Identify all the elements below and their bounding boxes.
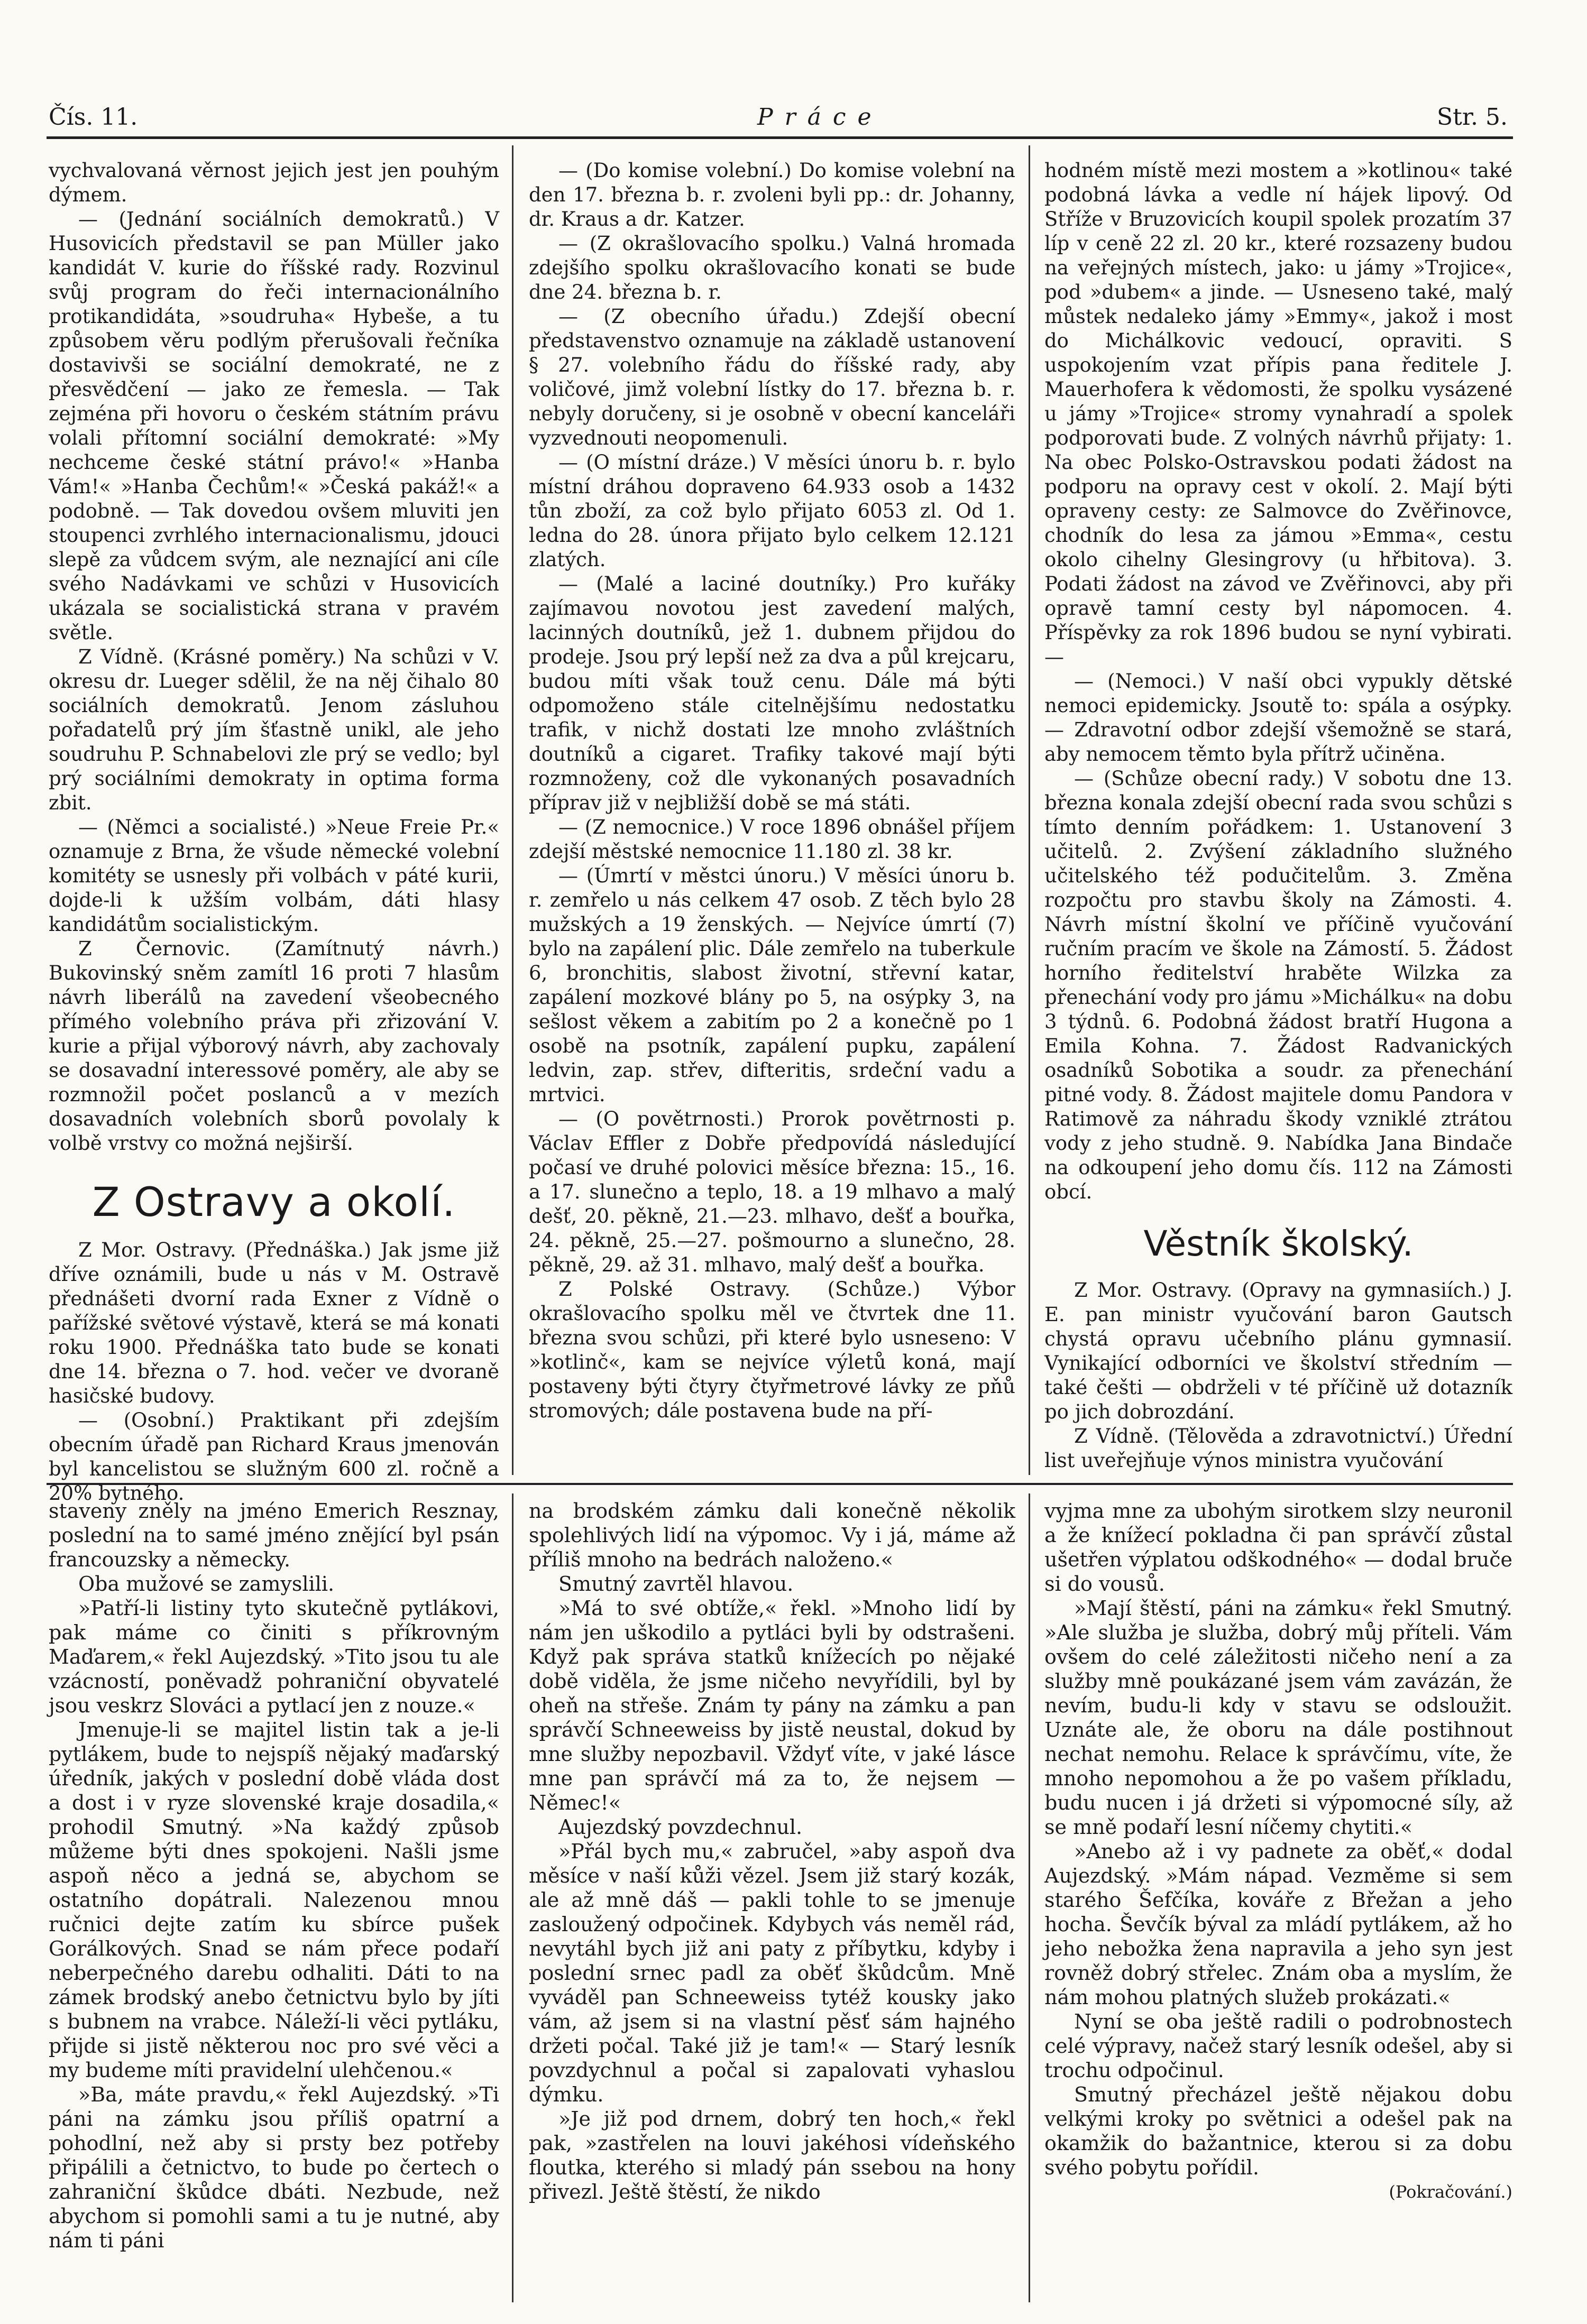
paragraph: Z Mor. Ostravy. (Přednáška.) Jak jsme již dříve oznámili, bude u nás v M. Ostravě přednášeti dvorní rada Exner z Vídně o pařížské světové výstavě, která se má konati roku 1900. Přednáška tato bude se konati dne 14. března o 7. hod. večer ve dvoraně hasičské budovy. — [49, 1239, 499, 1407]
paragraph: vychvalovaná věrnost jejich jest jen pouhým dýmem. — [49, 159, 499, 206]
issue-number: Čís. 11. — [49, 104, 138, 131]
paragraph: »Ba, máte pravdu,« řekl Aujezdský. »Ti páni na zámku jsou příliš opatrní a pohodlní, než aby si prsty bez potřeby připálili a četnictvo, to bude po čertech o zahraniční škůdce dbáti. Nezbude, než abychom si pomohli sami a tu je nutné, aby nám ti páni — [49, 2083, 499, 2252]
header-rule — [47, 136, 1513, 139]
paragraph: Jmenuje-li se majitel listin tak a je-li pytlákem, bude to nejspíš nějaký maďarský úředník, jakých v poslední době vláda dost a dost i v ryze slovenské kraje dosadila,« prohodil Smutný. »Na každý způsob můžeme býti dnes spokojeni. Našli jsme aspoň něco a jedná se, abychom se ostatního dopátrali. Nalezenou mnou ručnici dejte zatím ku sbírce pušek Gorálkových. Snad se nám přece podaří neberpečného darebu odhaliti. Dáti to na zámek brodský anebo četnictvu bylo by jíti s bubnem na vrabce. Náleží-li věci pytláku, přijde si jistě některou noc pro své věci a my budeme míti pravidelní ulehčenou.« — [49, 1718, 499, 2082]
paragraph: »Anebo až i vy padnete za oběť,« dodal Aujezdský. »Mám nápad. Vezměme si sem starého Šefčíka, kováře z Břežan a jeho hocha. Ševčík býval za mládí pytlákem, až ho jeho nebožka žena napravila a jeho syn jest rovněž dobrý střelec. Znám oba a myslím, že nám mohou platných služeb prokázati.« — [1044, 1840, 1512, 2009]
paragraph: »Patří-li listiny tyto skutečně pytlákovi, pak máme co činiti s příkrovným Maďarem,« řekl Aujezdský. »Tito jsou tu ale vzácností, poněvadž pohraniční obyvatelé jsou veskrz Slováci a pytlací jen z nouze.« — [49, 1597, 499, 1717]
newspaper-title: Práce — [757, 104, 883, 131]
paragraph: Oba mužové se zamyslili. — [78, 1572, 335, 1596]
paragraph: Z Černovic. (Zamítnutý návrh.) Bukovinský sněm zamítl 16 proti 7 hlasům návrh liberálů na zavedení všeobecného přímého volebního práva při zřizování V. kurie a přijal výborový návrh, aby zachovaly se dosavadní interessové poměry, ale aby se rozmnožil počet poslanců a v mezích dosavadních volebních sborů povolaly k volbě vrstvy co možná nejširší. — [49, 937, 499, 1155]
paragraph: Nyní se oba ještě radili o podrobnostech celé výpravy, načež starý lesník odešel, aby si trochu odpočinul. — [1044, 2010, 1512, 2082]
paragraph: — (Nemoci.) V naší obci vypukly dětské nemoci epidemicky. Jsoutě to: spála a osýpky. — Zdravotní odbor zdejší všemožně se stará, aby nemocem těmto byla přítrž učiněna. — [1044, 670, 1512, 766]
column-divider-3 — [512, 1493, 513, 2302]
paragraph: — (O místní dráze.) V měsíci únoru b. r. bylo místní dráhou dopraveno 64.933 osob a 1432 tůn zboží, za což bylo přijato 6053 zl. Od 1. ledna do 28. února přijato bylo celkem 12.121 zlatých. — [529, 451, 1015, 571]
paragraph: Smutný přecházel ještě nějakou dobu velkými kroky po světnici a odešel pak na okamžik do bažantnice, kterou si za dobu svého pobytu pořídil. — [1044, 2083, 1512, 2179]
column-divider-4 — [1029, 1493, 1030, 2302]
paragraph: Aujezdský povzdechnul. — [558, 1815, 803, 1839]
feuilleton-column-1 — [49, 1499, 499, 2302]
paragraph: Z Mor. Ostravy. (Opravy na gymnasiích.) J. E. pan ministr vyučování baron Gautsch chystá opravu učebního plánu gymnasií. Vynikající odborníci ve školství středním — také češti — obdrželi v té příčině už dotazník po jich dobrozdání. — [1044, 1279, 1512, 1423]
paragraph: — (Jednání sociálních demokratů.) V Husovicích představil se pan Müller jako kandidát V. kurie do říšské rady. Rozvinul svůj program do řeči internacionálního protikandidáta, »soudruha« Hybeše, a tu způsobem věru podlým přerušovali řečníka dostavivši se sociální demokraté, ne z přesvědčení — jako ze řemesla. — Tak zejména při hovoru o českém státním právu volali přítomní sociální demokraté: »My nechceme české státní právo!« »Hanba Vám!« »Hanba Čechům!« »Česká pakáž!« a podobně. — Tak dovedou ovšem mluviti jen stoupenci zvrhlého internacionalismu, jdouci slepě za vůdcem svým, ale neznající ani cíle svého Nadávkami ve schůzi v Husovicích ukázala se socialistická strana v pravém světle. — [49, 208, 499, 644]
paragraph: — (Z obecního úřadu.) Zdejší obecní představenstvo oznamuje na základě ustanovení § 27. volebního řádu do říšské rady, aby voličové, jimž volební lístky do 17. března b. r. nebyly doručeny, si je osobně v obecní kanceláři vyzvednouti neopomenuli. — [529, 305, 1015, 449]
paragraph: »Má to své obtíže,« řekl. »Mnoho lidí by nám jen uškodilo a pytláci byli by odstrašeni. Když pak správa statků knížecích po nějaké době viděla, že jsme ničeho nevyřídili, byl by oheň na střeše. Znám ty pány na zámku a pan správčí Schneeweiss by jistě neustal, dokud by mne služby nepozbavil. Vždyť víte, v jaké lásce mne pan správčí má za to, že nejsem — Němec!« — [529, 1597, 1015, 1814]
paragraph: — (Do komise volební.) Do komise volební na den 17. března b. r. zvoleni byli pp.: dr. Johanny, dr. Kraus a dr. Katzer. — [529, 159, 1015, 230]
feuilleton-rule — [47, 1483, 1513, 1485]
section-heading-ostrava: Z Ostravy a okolí. — [92, 1178, 456, 1225]
column-divider-2 — [1029, 145, 1030, 1475]
paragraph: — (Úmrtí v městci únoru.) V měsíci únoru b. r. zemřelo u nás celkem 47 osob. Z těch bylo 28 mužských a 19 ženských. — Nejvíce úmrtí (7) bylo na zapálení plic. Dále zemřelo na tuberkule 6, bronchitis, slabost životní, střevní katar, zapálení mozkové blány po 5, na osýpky 3, na sešlost věkem a zabitím po 2 a konečně po 1 osobě na psotník, zapálení pupku, zapálení ledvin, zap. střev, difteritis, srdeční vadu a mrtvici. — [529, 864, 1015, 1106]
column-local-news — [529, 159, 1015, 1464]
paragraph: Z Vídně. (Tělověda a zdravotnictví.) Úřední list uveřejňuje výnos ministra vyučování — [1044, 1425, 1512, 1472]
paragraph: staveny zněly na jméno Emerich Resznay, poslední na to samé jméno znějící byl psán francouzsky a německy. — [49, 1499, 499, 1571]
paragraph: — (Z okrašlovacího spolku.) Valná hromada zdejšího spolku okrašlovacího konati se bude dne 24. března b. r. — [529, 232, 1015, 303]
paragraph: vyjma mne za ubohým sirotkem slzy neuronil a že knížecí pokladna či pan správčí zůstal ušetřen výplatou odškodného« — dodal bruče si do vousů. — [1044, 1499, 1512, 1596]
paragraph: — (Schůze obecní rady.) V sobotu dne 13. března konala zdejší obecní rada svou schůzi s tímto denním pořádkem: 1. Ustanovení 3 učitelů. 2. Zvýšení základního služného učitelského též podučitelům. 3. Změna rozpočtu pro stavbu školy na Zámosti. 4. Návrh místní školní ve příčině vyučování ručním pracím ve škole na Zámostí. 5. Žádost horního ředitelství hraběte Wilzka za přenechání vody pro jámu »Michálku« na dobu 3 týdnů. 6. Podobná žádost bratří Hugona a Emila Kohna. 7. Žádost Radvanických osadníků Sobotika a soudr. za přenechání pitné vody. 8. Žádost majitele domu Pandora v Ratimově za náhradu škody vzniklé ztrátou vody z jeho studně. 9. Nabídka Jana Bindače na odkoupení jeho domu čís. 112 na Zámosti obcí. — [1044, 767, 1512, 1203]
column-politics — [49, 159, 499, 1505]
paragraph: hodném místě mezi mostem a »kotlinou« také podobná lávka a vedle ní hájek lipový. Od Stříže v Bruzovicích koupil spolek prozatím 37 líp v ceně 22 zl. 20 kr., které rozsazeny budou na veřejných místech, jako: u jámy »Trojice«, pod »dubem« a jinde. — Usneseno také, malý můstek nedaleko jámy »Emmy«, jakož i most do Michálkovic vedoucí, opraviti. S uspokojením vzat přípis pana ředitele J. Mauerhofera k vědomosti, že spolku vysázené u jámy »Trojice« stromy vynahradí a spolek podporovati bude. Z volných návrhů přijaty: 1. Na obec Polsko-Ostravskou podati žádost na podporu na opravy cest v okolí. 2. Mají býti opraveny cesty: ze Salmovce do Zvěřinovce, chodník do lesa za jámou »Emma«, cestu okolo cihelny Glesingrovy (u hřbitova). 3. Podati žádost na závod ve Zvěřinovci, aby při opravě tamní cesty byl nápomocen. 4. Příspěvky za rok 1896 budou se nyní vybirati. — — [1044, 159, 1512, 668]
page-header — [49, 104, 1508, 135]
paragraph: — (O povětrnosti.) Prorok povětrnosti p. Václav Effler z Dobře předpovídá následující počasí ve druhé polovici měsíce března: 15., 16. a 17. slunečno a teplo, 18. a 19 mlhavo a malý dešť, 20. pěkně, 21.—23. mlhavo, dešť a bouřka, 24. pěkně, 25.—27. pošmourno a slunečno, 28. pěkně, 29. až 31. mlhavo, malý dešť a bouřka. — [529, 1108, 1015, 1276]
paragraph: — (Osobní.) Praktikant při zdejším obecním úřadě pan Richard Kraus jmenován byl kancelistou se služným 600 zl. ročně a 20% bytného. — [49, 1409, 499, 1505]
continuation-note: (Pokračování.) — [1389, 2182, 1512, 2202]
paragraph: — (Němci a socialisté.) »Neue Freie Pr.« oznamuje z Brna, že všude německé volební komitéty se usnesly při volbách v páté kurii, dojde-li k užším volbám, dáti hlasy kandidátům socialistickým. — [49, 816, 499, 936]
column-divider-1 — [512, 145, 513, 1475]
paragraph: na brodském zámku dali konečně několik spolehlivých lidí na výpomoc. Vy i já, máme až příliš mnoho na bedrách naloženo.« — [529, 1499, 1015, 1571]
paragraph: »Přál bych mu,« zabručel, »aby aspoň dva měsíce v naší kůži vězel. Jsem již starý kozák, ale až mně dáš — pakli tohle to se jmenuje zasloužený odpočinek. Kdybych vás neměl rád, nevytáhl bych již ani paty z příbytku, kdyby i poslední srnec padl za oběť škůdcům. Mně vyváděl pan Schneeweiss tytéž kousky jako vám, až jsem si na vlastní pěsť sám hajného držeti počal. Také již je tam!« — Starý lesník povzdychnul a počal si zapalovati vyhaslou dýmku. — [529, 1840, 1015, 2106]
paragraph: »Je již pod drnem, dobrý ten hoch,« řekl pak, »zastřelen na louvi jakéhosi vídeňského floutka, kterého si mladý pán ssebou na hony přivezl. Ještě štěstí, že nikdo — [529, 2107, 1015, 2203]
paragraph: Smutný zavrtěl hlavou. — [558, 1572, 794, 1596]
paragraph: Z Vídně. (Krásné poměry.) Na schůzi v V. okresu dr. Lueger sdělil, že na něj čihalo 80 sociálních demokratů. Jenom zásluhou pořadatelů prý jím šťastně unikl, ale jeho soudruhu P. Schnabelovi zle prý se vedlo; byl prý sociálními demokraty in optima forma zbit. — [49, 645, 499, 814]
section-heading-school: Věstník školský. — [1143, 1223, 1414, 1264]
paragraph: »Mají štěstí, páni na zámku« řekl Smutný. »Ale služba je služba, dobrý můj příteli. Vám ovšem do celé záležitosti ničeho není a za služby mně poukázané jsem vám zavázán, že nevím, budu-li kdy v stavu se odsloužit. Uznáte ale, že oboru na dále postihnout nechat nemohu. Relace k správčímu, víte, že mnoho nepomohou a že po vašem příkladu, budu nucen i já držeti si výpomocné síly, až se mně podaří lesní níčemy chytiti.« — [1044, 1597, 1512, 1839]
paragraph: Z Polské Ostravy. (Schůze.) Výbor okrašlovacího spolku měl ve čtvrtek dne 11. března svou schůzi, při které bylo usneseno: V »kotlinč«, kam se nejvíce výletů koná, mají postaveny býti čtyry čtyřmetrové lávky ze pňů stromových; dále postavena bude na pří- — [529, 1278, 1015, 1422]
paragraph: — (Malé a laciné doutníky.) Pro kuřáky zajímavou novotou jest zavedení malých, lacinných doutníků, jež 1. dubnem přijdou do prodeje. Jsou prý lepší než za dva a půl krejcaru, budou míti však touž cenu. Dále má býti odpomoženo stále citelnějšímu nedostatku trafik, v nichž dostati lze mnoho zvláštních doutníků a cigaret. Trafiky takové mají býti rozmnoženy, což dle vykonaných posavadních příprav již v nejbližší době se má státi. — [529, 573, 1015, 814]
feuilleton-column-3 — [1044, 1499, 1512, 2302]
feuilleton-column-2 — [529, 1499, 1015, 2302]
column-polska-ostrava — [1044, 159, 1512, 1472]
page-number: Str. 5. — [1437, 104, 1508, 131]
paragraph: — (Z nemocnice.) V roce 1896 obnášel příjem zdejší městské nemocnice 11.180 zl. 38 kr. — [529, 816, 1015, 863]
